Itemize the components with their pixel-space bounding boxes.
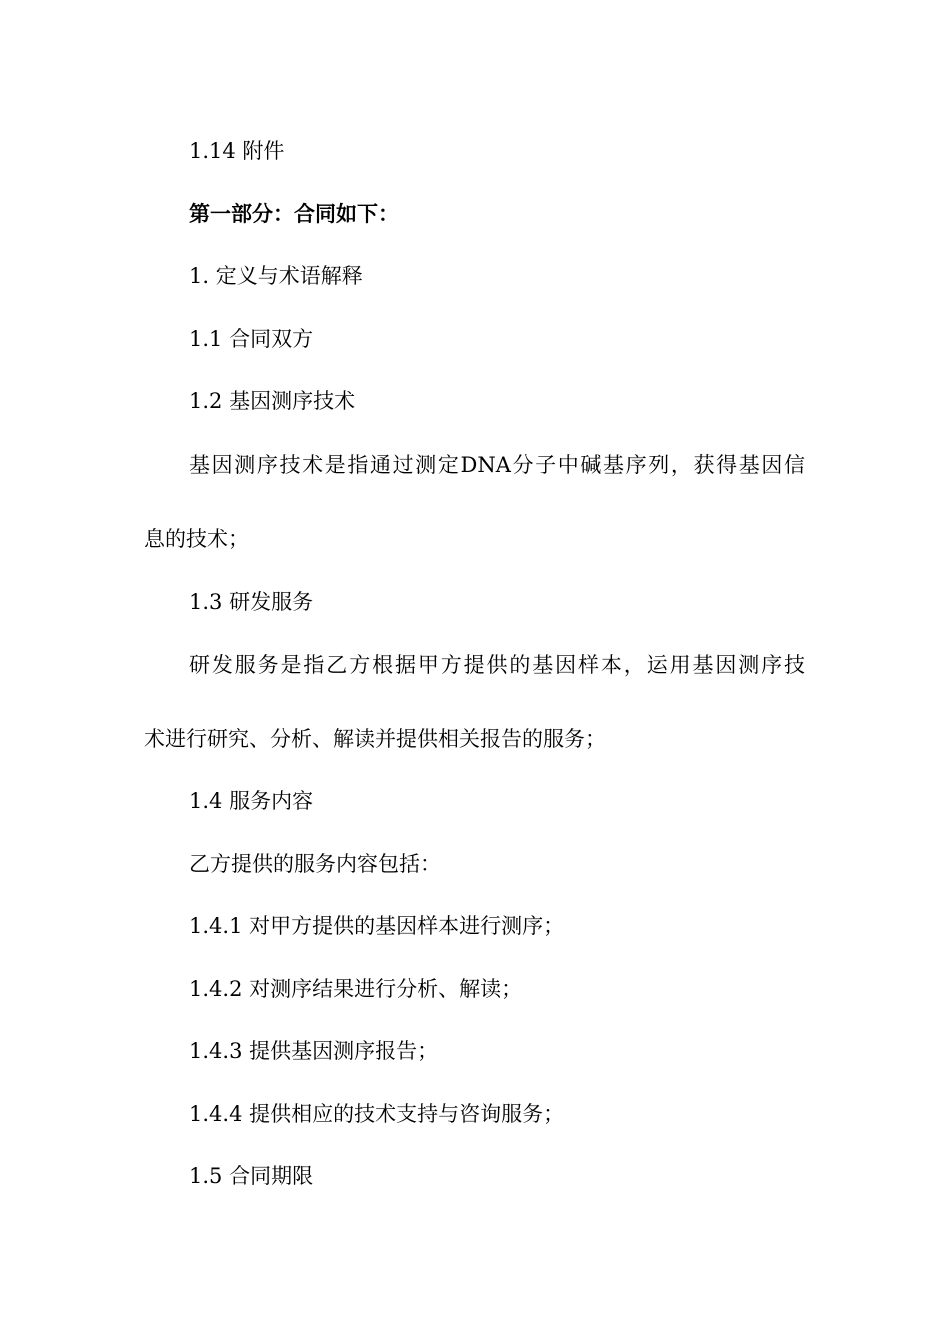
list-item-1-4-1: 1.4.1 对甲方提供的基因样本进行测序； <box>189 914 565 938</box>
paragraph-service-content: 乙方提供的服务内容包括： <box>189 852 441 876</box>
section-heading-attachments: 1.14 附件 <box>189 139 285 163</box>
clause-heading-service-content: 1.4 服务内容 <box>189 789 314 813</box>
list-item-1-4-3: 1.4.3 提供基因测序报告； <box>189 1039 439 1063</box>
clause-heading-rd-service: 1.3 研发服务 <box>189 590 314 614</box>
clause-heading-term: 1.5 合同期限 <box>189 1164 314 1188</box>
list-item-1-4-2: 1.4.2 对测序结果进行分析、解读； <box>189 977 523 1001</box>
part-heading: 第一部分：合同如下： <box>189 202 399 226</box>
paragraph-sequencing-line-2: 息的技术； <box>144 527 249 551</box>
clause-heading-parties: 1.1 合同双方 <box>189 327 314 351</box>
clause-heading-sequencing: 1.2 基因测序技术 <box>189 389 356 413</box>
paragraph-rd-service-line-2: 术进行研究、分析、解读并提供相关报告的服务； <box>144 727 606 751</box>
list-item-1-4-4: 1.4.4 提供相应的技术支持与咨询服务； <box>189 1102 565 1126</box>
paragraph-sequencing-line-1: 基因测序技术是指通过测定DNA分子中碱基序列，获得基因信 <box>189 453 805 477</box>
paragraph-rd-service-line-1: 研发服务是指乙方根据甲方提供的基因样本，运用基因测序技 <box>189 653 805 677</box>
section-heading-definitions: 1. 定义与术语解释 <box>189 264 363 288</box>
